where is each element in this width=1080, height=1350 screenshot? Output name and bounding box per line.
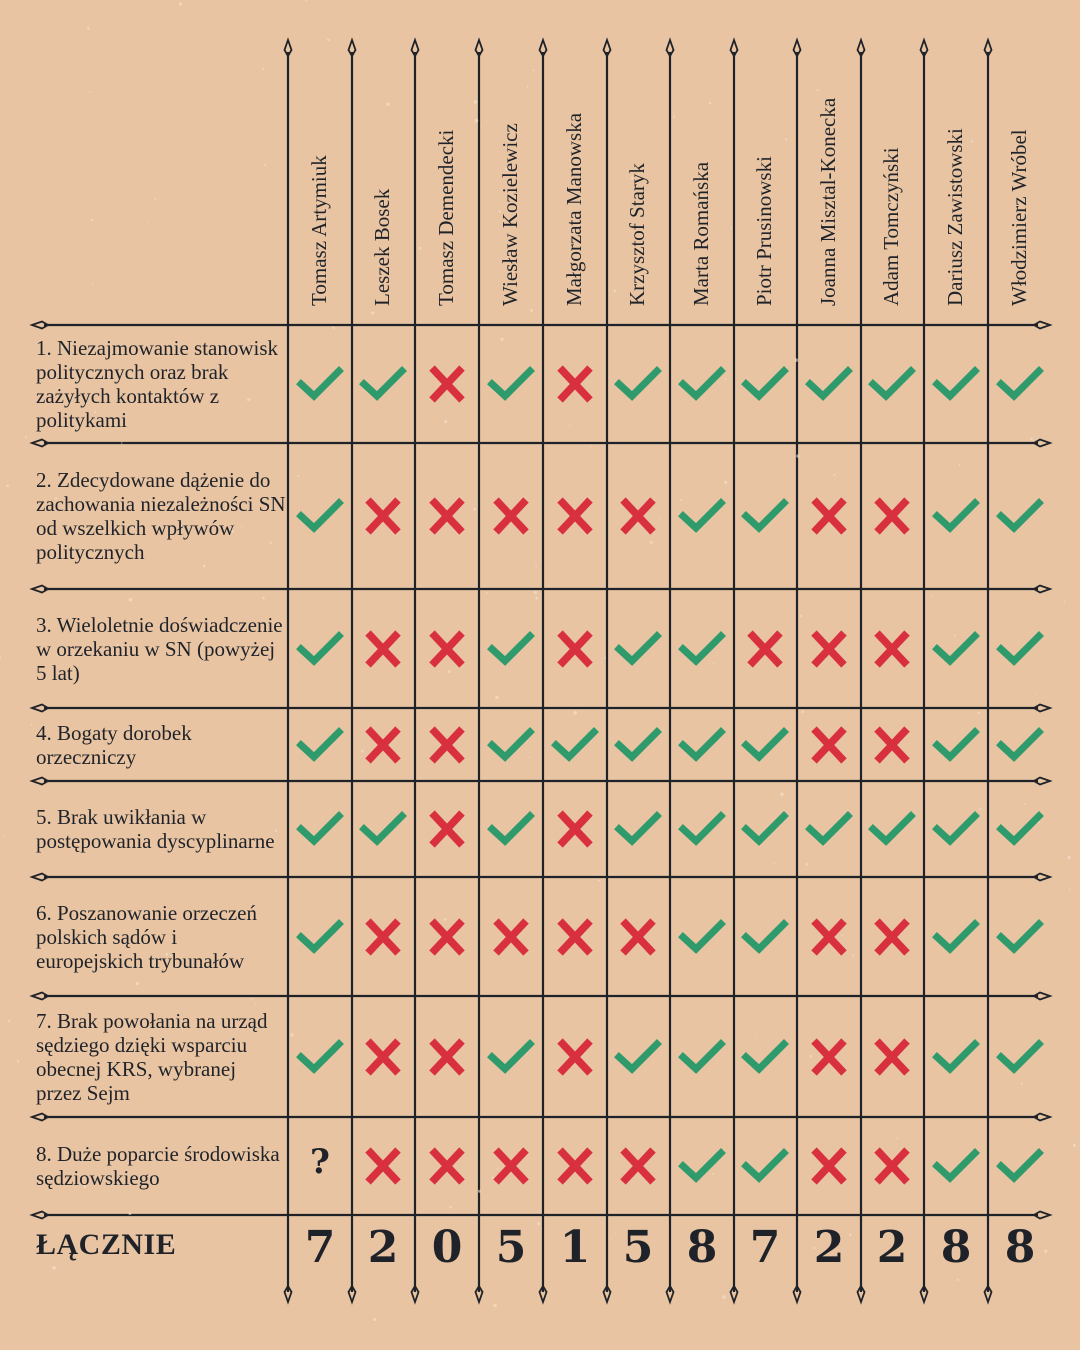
candidate-name: Marta Romańska <box>689 161 713 306</box>
paper-speck <box>356 36 357 37</box>
check-icon <box>995 624 1045 674</box>
paper-speck <box>650 541 653 544</box>
cross-icon <box>358 912 408 962</box>
candidate-name: Adam Tomczyński <box>879 147 903 306</box>
paper-speck <box>977 712 979 714</box>
check-icon <box>295 720 345 770</box>
check-icon <box>613 624 663 674</box>
paper-speck <box>128 1212 131 1215</box>
check-icon <box>740 720 790 770</box>
paper-speck <box>1069 889 1071 891</box>
check-icon <box>804 359 854 409</box>
paper-speck <box>794 358 798 362</box>
cross-icon <box>613 1141 663 1191</box>
cross-icon <box>422 624 472 674</box>
cross-icon <box>804 912 854 962</box>
paper-speck <box>590 445 592 447</box>
cross-icon <box>358 624 408 674</box>
total-value: 1 <box>559 1222 591 1273</box>
paper-speck <box>534 591 537 594</box>
paper-speck <box>121 442 122 443</box>
cross-icon <box>550 1141 600 1191</box>
paper-speck <box>25 436 27 438</box>
paper-speck <box>614 289 617 292</box>
paper-speck <box>604 657 606 659</box>
paper-speck <box>179 2 182 5</box>
candidate-name: Leszek Bosek <box>370 188 394 306</box>
check-icon <box>295 624 345 674</box>
cross-icon <box>422 491 472 541</box>
cross-icon <box>550 624 600 674</box>
cross-icon <box>804 1032 854 1082</box>
cross-icon <box>358 720 408 770</box>
paper-speck <box>780 792 784 796</box>
check-icon <box>677 912 727 962</box>
check-icon <box>740 359 790 409</box>
paper-speck <box>569 424 570 425</box>
cross-icon <box>804 720 854 770</box>
criterion-label: 5. Brak uwikłania w postępowania dyscyplinarne <box>36 805 275 853</box>
paper-speck <box>800 615 803 618</box>
check-icon <box>931 1032 981 1082</box>
check-icon <box>295 804 345 854</box>
check-icon <box>613 359 663 409</box>
paper-speck <box>373 1318 376 1321</box>
paper-speck <box>327 38 330 41</box>
paper-speck <box>147 222 148 223</box>
total-value: 8 <box>1004 1222 1036 1273</box>
paper-speck <box>500 338 503 341</box>
total-label: ŁĄCZNIE <box>36 1228 177 1261</box>
check-icon <box>486 720 536 770</box>
cross-icon <box>358 491 408 541</box>
cross-icon <box>358 1141 408 1191</box>
paper-speck <box>673 115 675 117</box>
check-icon <box>677 359 727 409</box>
check-icon <box>613 720 663 770</box>
paper-speck <box>87 27 90 30</box>
criterion-label: 8. Duże poparcie środowiska sędziowskiego <box>36 1142 280 1190</box>
check-icon <box>358 359 408 409</box>
cross-icon <box>867 1141 917 1191</box>
paper-speck <box>478 1190 481 1193</box>
unknown-mark: ? <box>310 1142 330 1182</box>
cross-icon <box>358 1032 408 1082</box>
paper-speck <box>91 219 93 221</box>
paper-speck <box>297 475 299 477</box>
paper-speck <box>17 1060 19 1062</box>
paper-speck <box>290 1033 293 1036</box>
check-icon <box>931 491 981 541</box>
paper-speck <box>967 356 968 357</box>
paper-speck <box>971 140 973 142</box>
paper-speck <box>735 954 736 955</box>
criterion-label: 7. Brak powołania na urząd sędziego dzięki wsparciu obecnej KRS, wybranej przez Sejm <box>36 1008 268 1105</box>
check-icon <box>931 912 981 962</box>
cross-icon <box>550 491 600 541</box>
check-icon <box>931 1141 981 1191</box>
paper-speck <box>957 1279 959 1281</box>
total-value: 5 <box>495 1222 527 1273</box>
check-icon <box>486 359 536 409</box>
total-value: 0 <box>431 1222 463 1273</box>
candidate-name: Tomasz Artymiuk <box>307 155 331 306</box>
check-icon <box>613 804 663 854</box>
check-icon <box>995 912 1045 962</box>
cross-icon <box>422 804 472 854</box>
paper-speck <box>598 879 600 881</box>
check-icon <box>804 804 854 854</box>
total-value: 8 <box>686 1222 718 1273</box>
paper-speck <box>785 138 787 140</box>
paper-speck <box>1067 856 1070 859</box>
check-icon <box>677 491 727 541</box>
cross-icon <box>804 624 854 674</box>
paper-speck <box>958 464 960 466</box>
paper-speck <box>535 597 538 600</box>
paper-speck <box>419 247 422 250</box>
paper-speck <box>474 100 478 104</box>
paper-speck <box>535 565 537 567</box>
cross-icon <box>613 491 663 541</box>
paper-speck <box>530 309 533 312</box>
cross-icon <box>804 491 854 541</box>
paper-speck <box>6 484 9 487</box>
total-value: 5 <box>622 1222 654 1273</box>
paper-speck <box>8 1020 10 1022</box>
check-icon <box>867 359 917 409</box>
total-value: 2 <box>813 1222 845 1273</box>
check-icon <box>740 1032 790 1082</box>
paper-speck <box>1073 1144 1076 1147</box>
check-icon <box>995 359 1045 409</box>
paper-speck <box>3 836 4 837</box>
check-icon <box>677 720 727 770</box>
cross-icon <box>422 1141 472 1191</box>
paper-speck <box>817 89 819 91</box>
cross-icon <box>867 491 917 541</box>
check-icon <box>613 1032 663 1082</box>
criterion-label: 4. Bogaty dorobek orzeczniczy <box>36 720 192 769</box>
paper-speck <box>305 0 307 1</box>
check-icon <box>867 804 917 854</box>
paper-speck <box>773 862 775 864</box>
paper-speck <box>722 1295 725 1298</box>
cross-icon <box>486 912 536 962</box>
cross-icon <box>550 912 600 962</box>
paper-speck <box>386 102 390 106</box>
paper-speck <box>932 595 933 596</box>
cross-icon <box>550 1032 600 1082</box>
check-icon <box>931 624 981 674</box>
check-icon <box>677 1141 727 1191</box>
check-icon <box>295 1032 345 1082</box>
paper-speck <box>782 431 783 432</box>
paper-speck <box>495 696 499 700</box>
cross-icon <box>422 720 472 770</box>
paper-speck <box>1036 694 1037 695</box>
criterion-label: 6. Poszanowanie orzeczeń polskich sądów i europejskich trybunałów <box>36 900 257 973</box>
paper-speck <box>486 121 487 122</box>
paper-speck <box>896 1138 898 1140</box>
paper-speck <box>724 481 727 484</box>
paper-speck <box>801 711 804 714</box>
paper-speck <box>89 91 91 93</box>
candidate-name: Tomasz Demendecki <box>434 129 458 306</box>
cross-icon <box>867 720 917 770</box>
paper-speck <box>834 474 836 476</box>
check-icon <box>486 804 536 854</box>
paper-speck <box>709 102 712 105</box>
criterion-label: 1. Niezajmowanie stanowisk politycznych oraz brak zażyłych kontaktów z politykami <box>36 336 279 432</box>
check-icon <box>995 720 1045 770</box>
check-icon <box>995 1141 1045 1191</box>
candidate-name: Wiesław Kozielewicz <box>498 123 522 306</box>
check-icon <box>931 359 981 409</box>
candidate-name: Krzysztof Staryk <box>625 163 649 306</box>
cross-icon <box>740 624 790 674</box>
cross-icon <box>804 1141 854 1191</box>
check-icon <box>740 912 790 962</box>
total-value: 2 <box>367 1222 399 1273</box>
paper-speck <box>796 454 800 458</box>
cross-icon <box>867 1032 917 1082</box>
check-icon <box>295 491 345 541</box>
paper-speck <box>52 1266 56 1270</box>
cross-icon <box>486 491 536 541</box>
paper-speck <box>493 1304 497 1308</box>
paper-speck <box>806 863 809 866</box>
check-icon <box>486 624 536 674</box>
check-icon <box>740 804 790 854</box>
check-icon <box>995 804 1045 854</box>
paper-speck <box>262 68 264 70</box>
cross-icon <box>867 624 917 674</box>
paper-speck <box>573 711 577 715</box>
cross-icon <box>613 912 663 962</box>
check-icon <box>740 1141 790 1191</box>
criterion-label: 3. Wieloletnie doświadczenie w orzekaniu w SN (powyżej 5 lat) <box>36 612 283 685</box>
check-icon <box>995 1032 1045 1082</box>
check-icon <box>677 804 727 854</box>
paper-speck <box>449 1206 452 1209</box>
paper-speck <box>371 311 374 314</box>
candidate-name: Piotr Prusinowski <box>752 156 776 306</box>
paper-speck <box>1021 1082 1023 1084</box>
check-icon <box>740 491 790 541</box>
cross-icon <box>422 359 472 409</box>
criterion-label: 2. Zdecydowane dążenie do zachowania niezależności SN od wszelkich wpływów politycznych <box>36 468 286 564</box>
total-value: 8 <box>940 1222 972 1273</box>
check-icon <box>550 720 600 770</box>
paper-speck <box>486 592 488 594</box>
candidate-name: Dariusz Zawistowski <box>943 128 967 306</box>
candidate-name: Małgorzata Manowska <box>562 112 586 306</box>
paper-speck <box>0 657 1 659</box>
paper-speck <box>444 420 447 423</box>
cross-icon <box>422 1032 472 1082</box>
paper-speck <box>154 198 156 200</box>
paper-speck <box>1064 601 1066 603</box>
paper-speck <box>526 85 528 87</box>
check-icon <box>295 912 345 962</box>
check-icon <box>677 624 727 674</box>
cross-icon <box>550 804 600 854</box>
cross-icon <box>550 359 600 409</box>
check-icon <box>995 491 1045 541</box>
paper-speck <box>1030 438 1032 440</box>
paper-speck <box>332 326 335 329</box>
check-icon <box>295 359 345 409</box>
total-value: 7 <box>304 1222 336 1273</box>
total-value: 7 <box>749 1222 781 1273</box>
candidate-name: Joanna Misztal-Konecka <box>816 97 840 306</box>
cross-icon <box>486 1141 536 1191</box>
paper-speck <box>730 227 732 229</box>
check-icon <box>931 720 981 770</box>
paper-speck <box>475 119 479 123</box>
cross-icon <box>422 912 472 962</box>
paper-speck <box>533 69 535 71</box>
paper-speck <box>264 164 266 166</box>
paper-speck <box>473 508 476 511</box>
cross-icon <box>867 912 917 962</box>
check-icon <box>486 1032 536 1082</box>
paper-speck <box>92 283 94 285</box>
paper-speck <box>30 724 32 726</box>
check-icon <box>677 1032 727 1082</box>
candidate-name: Włodzimierz Wróbel <box>1007 129 1031 306</box>
check-icon <box>358 804 408 854</box>
total-value: 2 <box>876 1222 908 1273</box>
check-icon <box>931 804 981 854</box>
